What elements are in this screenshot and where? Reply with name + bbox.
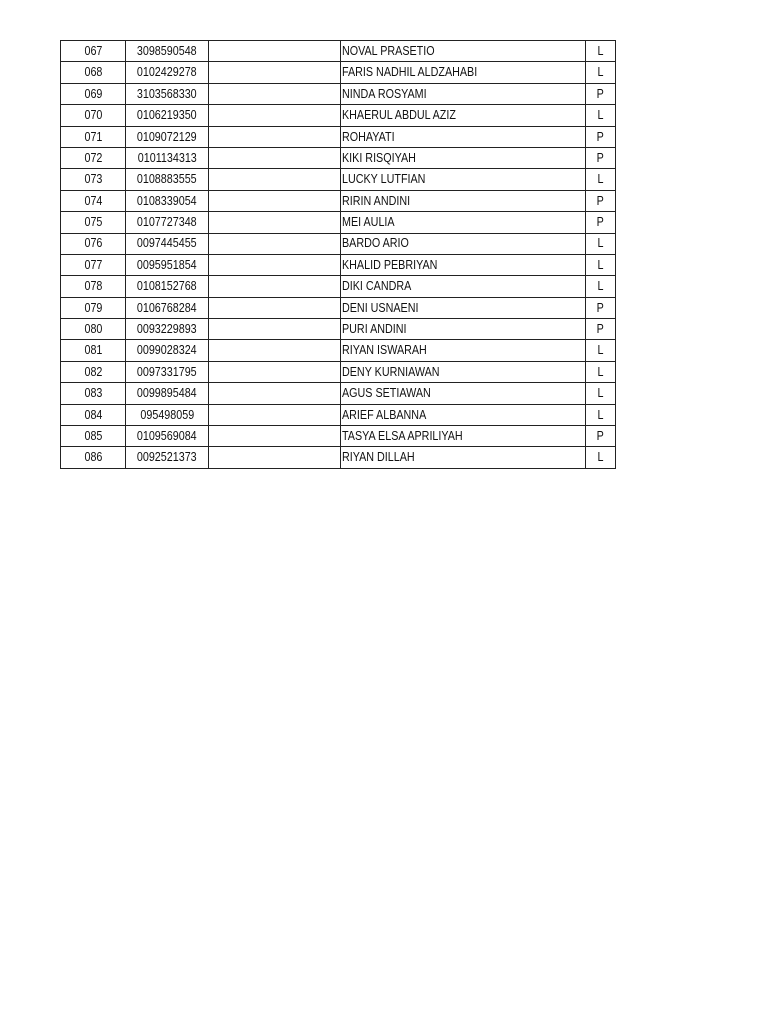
- row-number-cell: [61, 105, 126, 126]
- gender-cell: [586, 319, 616, 340]
- row-number-text: 067: [84, 43, 102, 58]
- row-number-cell: [61, 383, 126, 404]
- row-number-text: 075: [84, 215, 102, 230]
- empty-cell: [209, 105, 341, 126]
- empty-cell: [209, 383, 341, 404]
- row-number-text: 070: [84, 108, 102, 123]
- table-row: [61, 105, 616, 126]
- table-row: [61, 41, 616, 62]
- student-id-cell: [126, 254, 209, 275]
- student-id-cell: [126, 426, 209, 447]
- student-name-cell: [341, 190, 586, 211]
- student-name-cell: [341, 361, 586, 382]
- student-name-text: FARIS NADHIL ALDZAHABI: [342, 65, 478, 80]
- gender-cell: [586, 105, 616, 126]
- empty-cell: [209, 447, 341, 468]
- student-id-text: 0106219350: [137, 108, 197, 123]
- student-id-text: 0108883555: [137, 172, 197, 187]
- table-row: [61, 212, 616, 233]
- table-row: [61, 404, 616, 425]
- gender-cell: [586, 126, 616, 147]
- gender-cell: [586, 190, 616, 211]
- row-number-text: 074: [84, 193, 102, 208]
- student-id-text: 0108152768: [137, 279, 197, 294]
- student-name-cell: [341, 404, 586, 425]
- student-id-cell: [126, 276, 209, 297]
- empty-cell: [209, 169, 341, 190]
- student-id-text: 0107727348: [137, 215, 197, 230]
- gender-cell: [586, 212, 616, 233]
- student-name-text: DENI USNAENI: [342, 300, 419, 315]
- table-row: [61, 233, 616, 254]
- table-row: [61, 126, 616, 147]
- student-id-text: 0095951854: [137, 257, 197, 272]
- gender-text: L: [597, 108, 604, 123]
- row-number-cell: [61, 233, 126, 254]
- row-number-cell: [61, 276, 126, 297]
- row-number-cell: [61, 41, 126, 62]
- student-id-cell: [126, 447, 209, 468]
- table-row: [61, 447, 616, 468]
- student-name-cell: [341, 340, 586, 361]
- student-name-cell: [341, 105, 586, 126]
- student-name-text: DENY KURNIAWAN: [342, 364, 440, 379]
- gender-text: L: [597, 43, 604, 58]
- row-number-text: 073: [84, 172, 102, 187]
- student-name-cell: [341, 212, 586, 233]
- empty-cell: [209, 319, 341, 340]
- gender-text: P: [596, 129, 605, 144]
- table-row: [61, 254, 616, 275]
- student-name-text: MEI AULIA: [342, 215, 395, 230]
- gender-text: P: [596, 300, 605, 315]
- table-row: [61, 297, 616, 318]
- table-row: [61, 383, 616, 404]
- student-id-cell: [126, 212, 209, 233]
- empty-cell: [209, 340, 341, 361]
- student-name-text: RIRIN ANDINI: [342, 193, 411, 208]
- gender-cell: [586, 276, 616, 297]
- student-id-cell: [126, 83, 209, 104]
- row-number-text: 068: [84, 65, 102, 80]
- gender-cell: [586, 361, 616, 382]
- student-name-text: ROHAYATI: [342, 129, 395, 144]
- gender-text: L: [597, 257, 604, 272]
- empty-cell: [209, 190, 341, 211]
- student-id-cell: [126, 147, 209, 168]
- gender-cell: [586, 147, 616, 168]
- row-number-text: 081: [84, 343, 102, 358]
- table-row: [61, 276, 616, 297]
- gender-text: P: [596, 322, 605, 337]
- student-id-cell: [126, 233, 209, 254]
- student-id-text: 0099028324: [137, 343, 197, 358]
- empty-cell: [209, 62, 341, 83]
- student-table: [60, 40, 616, 469]
- student-name-cell: [341, 62, 586, 83]
- student-name-text: ARIEF ALBANNA: [342, 407, 427, 422]
- gender-text: L: [597, 407, 604, 422]
- empty-cell: [209, 404, 341, 425]
- table-row: [61, 426, 616, 447]
- student-name-text: RIYAN ISWARAH: [342, 343, 427, 358]
- student-id-cell: [126, 340, 209, 361]
- student-id-cell: [126, 126, 209, 147]
- student-name-text: BARDO ARIO: [342, 236, 409, 251]
- student-id-text: 0102429278: [137, 65, 197, 80]
- student-name-cell: [341, 426, 586, 447]
- student-name-cell: [341, 169, 586, 190]
- row-number-text: 084: [84, 407, 102, 422]
- student-name-cell: [341, 233, 586, 254]
- row-number-cell: [61, 126, 126, 147]
- empty-cell: [209, 41, 341, 62]
- gender-cell: [586, 169, 616, 190]
- student-name-cell: [341, 254, 586, 275]
- gender-text: P: [596, 215, 605, 230]
- row-number-text: 086: [84, 450, 102, 465]
- empty-cell: [209, 126, 341, 147]
- student-id-text: 095498059: [140, 407, 194, 422]
- student-id-cell: [126, 383, 209, 404]
- gender-cell: [586, 426, 616, 447]
- student-id-cell: [126, 62, 209, 83]
- student-name-text: RIYAN DILLAH: [342, 450, 415, 465]
- gender-cell: [586, 340, 616, 361]
- student-id-text: 0109072129: [137, 129, 197, 144]
- row-number-text: 080: [84, 322, 102, 337]
- gender-text: L: [597, 279, 604, 294]
- gender-text: L: [597, 343, 604, 358]
- student-id-text: 0093229893: [137, 322, 197, 337]
- student-table-body: [61, 41, 616, 469]
- student-id-text: 0108339054: [137, 193, 197, 208]
- student-id-cell: [126, 169, 209, 190]
- student-id-text: 0092521373: [137, 450, 197, 465]
- gender-text: L: [597, 386, 604, 401]
- row-number-text: 078: [84, 279, 102, 294]
- row-number-cell: [61, 212, 126, 233]
- row-number-text: 076: [84, 236, 102, 251]
- gender-text: L: [597, 236, 604, 251]
- row-number-cell: [61, 190, 126, 211]
- empty-cell: [209, 361, 341, 382]
- empty-cell: [209, 426, 341, 447]
- table-row: [61, 62, 616, 83]
- student-name-text: KIKI RISQIYAH: [342, 150, 416, 165]
- row-number-cell: [61, 361, 126, 382]
- table-row: [61, 361, 616, 382]
- student-id-cell: [126, 361, 209, 382]
- student-name-cell: [341, 83, 586, 104]
- empty-cell: [209, 212, 341, 233]
- row-number-text: 069: [84, 86, 102, 101]
- row-number-text: 072: [84, 150, 102, 165]
- student-id-text: 0097331795: [137, 364, 197, 379]
- table-row: [61, 83, 616, 104]
- gender-text: L: [597, 364, 604, 379]
- empty-cell: [209, 147, 341, 168]
- row-number-cell: [61, 297, 126, 318]
- row-number-cell: [61, 169, 126, 190]
- row-number-text: 085: [84, 428, 102, 443]
- table-row: [61, 147, 616, 168]
- gender-text: P: [596, 193, 605, 208]
- gender-cell: [586, 297, 616, 318]
- student-name-cell: [341, 276, 586, 297]
- row-number-text: 071: [84, 129, 102, 144]
- row-number-cell: [61, 62, 126, 83]
- student-name-text: KHAERUL ABDUL AZIZ: [342, 108, 456, 123]
- gender-text: L: [597, 172, 604, 187]
- row-number-cell: [61, 319, 126, 340]
- row-number-text: 079: [84, 300, 102, 315]
- row-number-text: 082: [84, 364, 102, 379]
- empty-cell: [209, 297, 341, 318]
- row-number-cell: [61, 254, 126, 275]
- gender-text: P: [596, 86, 605, 101]
- gender-cell: [586, 383, 616, 404]
- student-id-cell: [126, 41, 209, 62]
- gender-cell: [586, 62, 616, 83]
- student-name-text: NINDA ROSYAMI: [342, 86, 427, 101]
- table-row: [61, 340, 616, 361]
- row-number-cell: [61, 340, 126, 361]
- student-name-text: PURI ANDINI: [342, 322, 407, 337]
- gender-cell: [586, 83, 616, 104]
- gender-cell: [586, 254, 616, 275]
- empty-cell: [209, 83, 341, 104]
- student-id-text: 0109569084: [137, 428, 197, 443]
- table-row: [61, 319, 616, 340]
- student-name-cell: [341, 447, 586, 468]
- row-number-cell: [61, 404, 126, 425]
- gender-cell: [586, 404, 616, 425]
- student-name-cell: [341, 319, 586, 340]
- row-number-text: 077: [84, 257, 102, 272]
- student-name-cell: [341, 297, 586, 318]
- student-name-text: DIKI CANDRA: [342, 279, 412, 294]
- student-name-text: TASYA ELSA APRILIYAH: [342, 428, 463, 443]
- gender-text: L: [597, 65, 604, 80]
- student-id-text: 0099895484: [137, 386, 197, 401]
- empty-cell: [209, 254, 341, 275]
- student-name-cell: [341, 126, 586, 147]
- student-id-cell: [126, 297, 209, 318]
- student-name-cell: [341, 383, 586, 404]
- empty-cell: [209, 276, 341, 297]
- row-number-cell: [61, 83, 126, 104]
- student-id-cell: [126, 105, 209, 126]
- student-name-text: KHALID PEBRIYAN: [342, 257, 438, 272]
- gender-text: P: [596, 428, 605, 443]
- gender-cell: [586, 41, 616, 62]
- student-list-sheet: [60, 40, 616, 469]
- student-name-cell: [341, 41, 586, 62]
- student-id-text: 0097445455: [137, 236, 197, 251]
- student-id-cell: [126, 190, 209, 211]
- student-id-cell: [126, 404, 209, 425]
- student-name-text: LUCKY LUTFIAN: [342, 172, 426, 187]
- gender-cell: [586, 447, 616, 468]
- student-name-text: AGUS SETIAWAN: [342, 386, 431, 401]
- row-number-text: 083: [84, 386, 102, 401]
- gender-cell: [586, 233, 616, 254]
- student-id-cell: [126, 319, 209, 340]
- row-number-cell: [61, 147, 126, 168]
- empty-cell: [209, 233, 341, 254]
- gender-text: L: [597, 450, 604, 465]
- student-id-text: 0106768284: [137, 300, 197, 315]
- student-name-cell: [341, 147, 586, 168]
- row-number-cell: [61, 426, 126, 447]
- table-row: [61, 169, 616, 190]
- gender-text: P: [596, 150, 605, 165]
- row-number-cell: [61, 447, 126, 468]
- table-row: [61, 190, 616, 211]
- student-id-text: 0101134313: [137, 150, 197, 165]
- student-name-text: NOVAL PRASETIO: [342, 43, 435, 58]
- student-id-text: 3098590548: [137, 43, 197, 58]
- student-id-text: 3103568330: [137, 86, 197, 101]
